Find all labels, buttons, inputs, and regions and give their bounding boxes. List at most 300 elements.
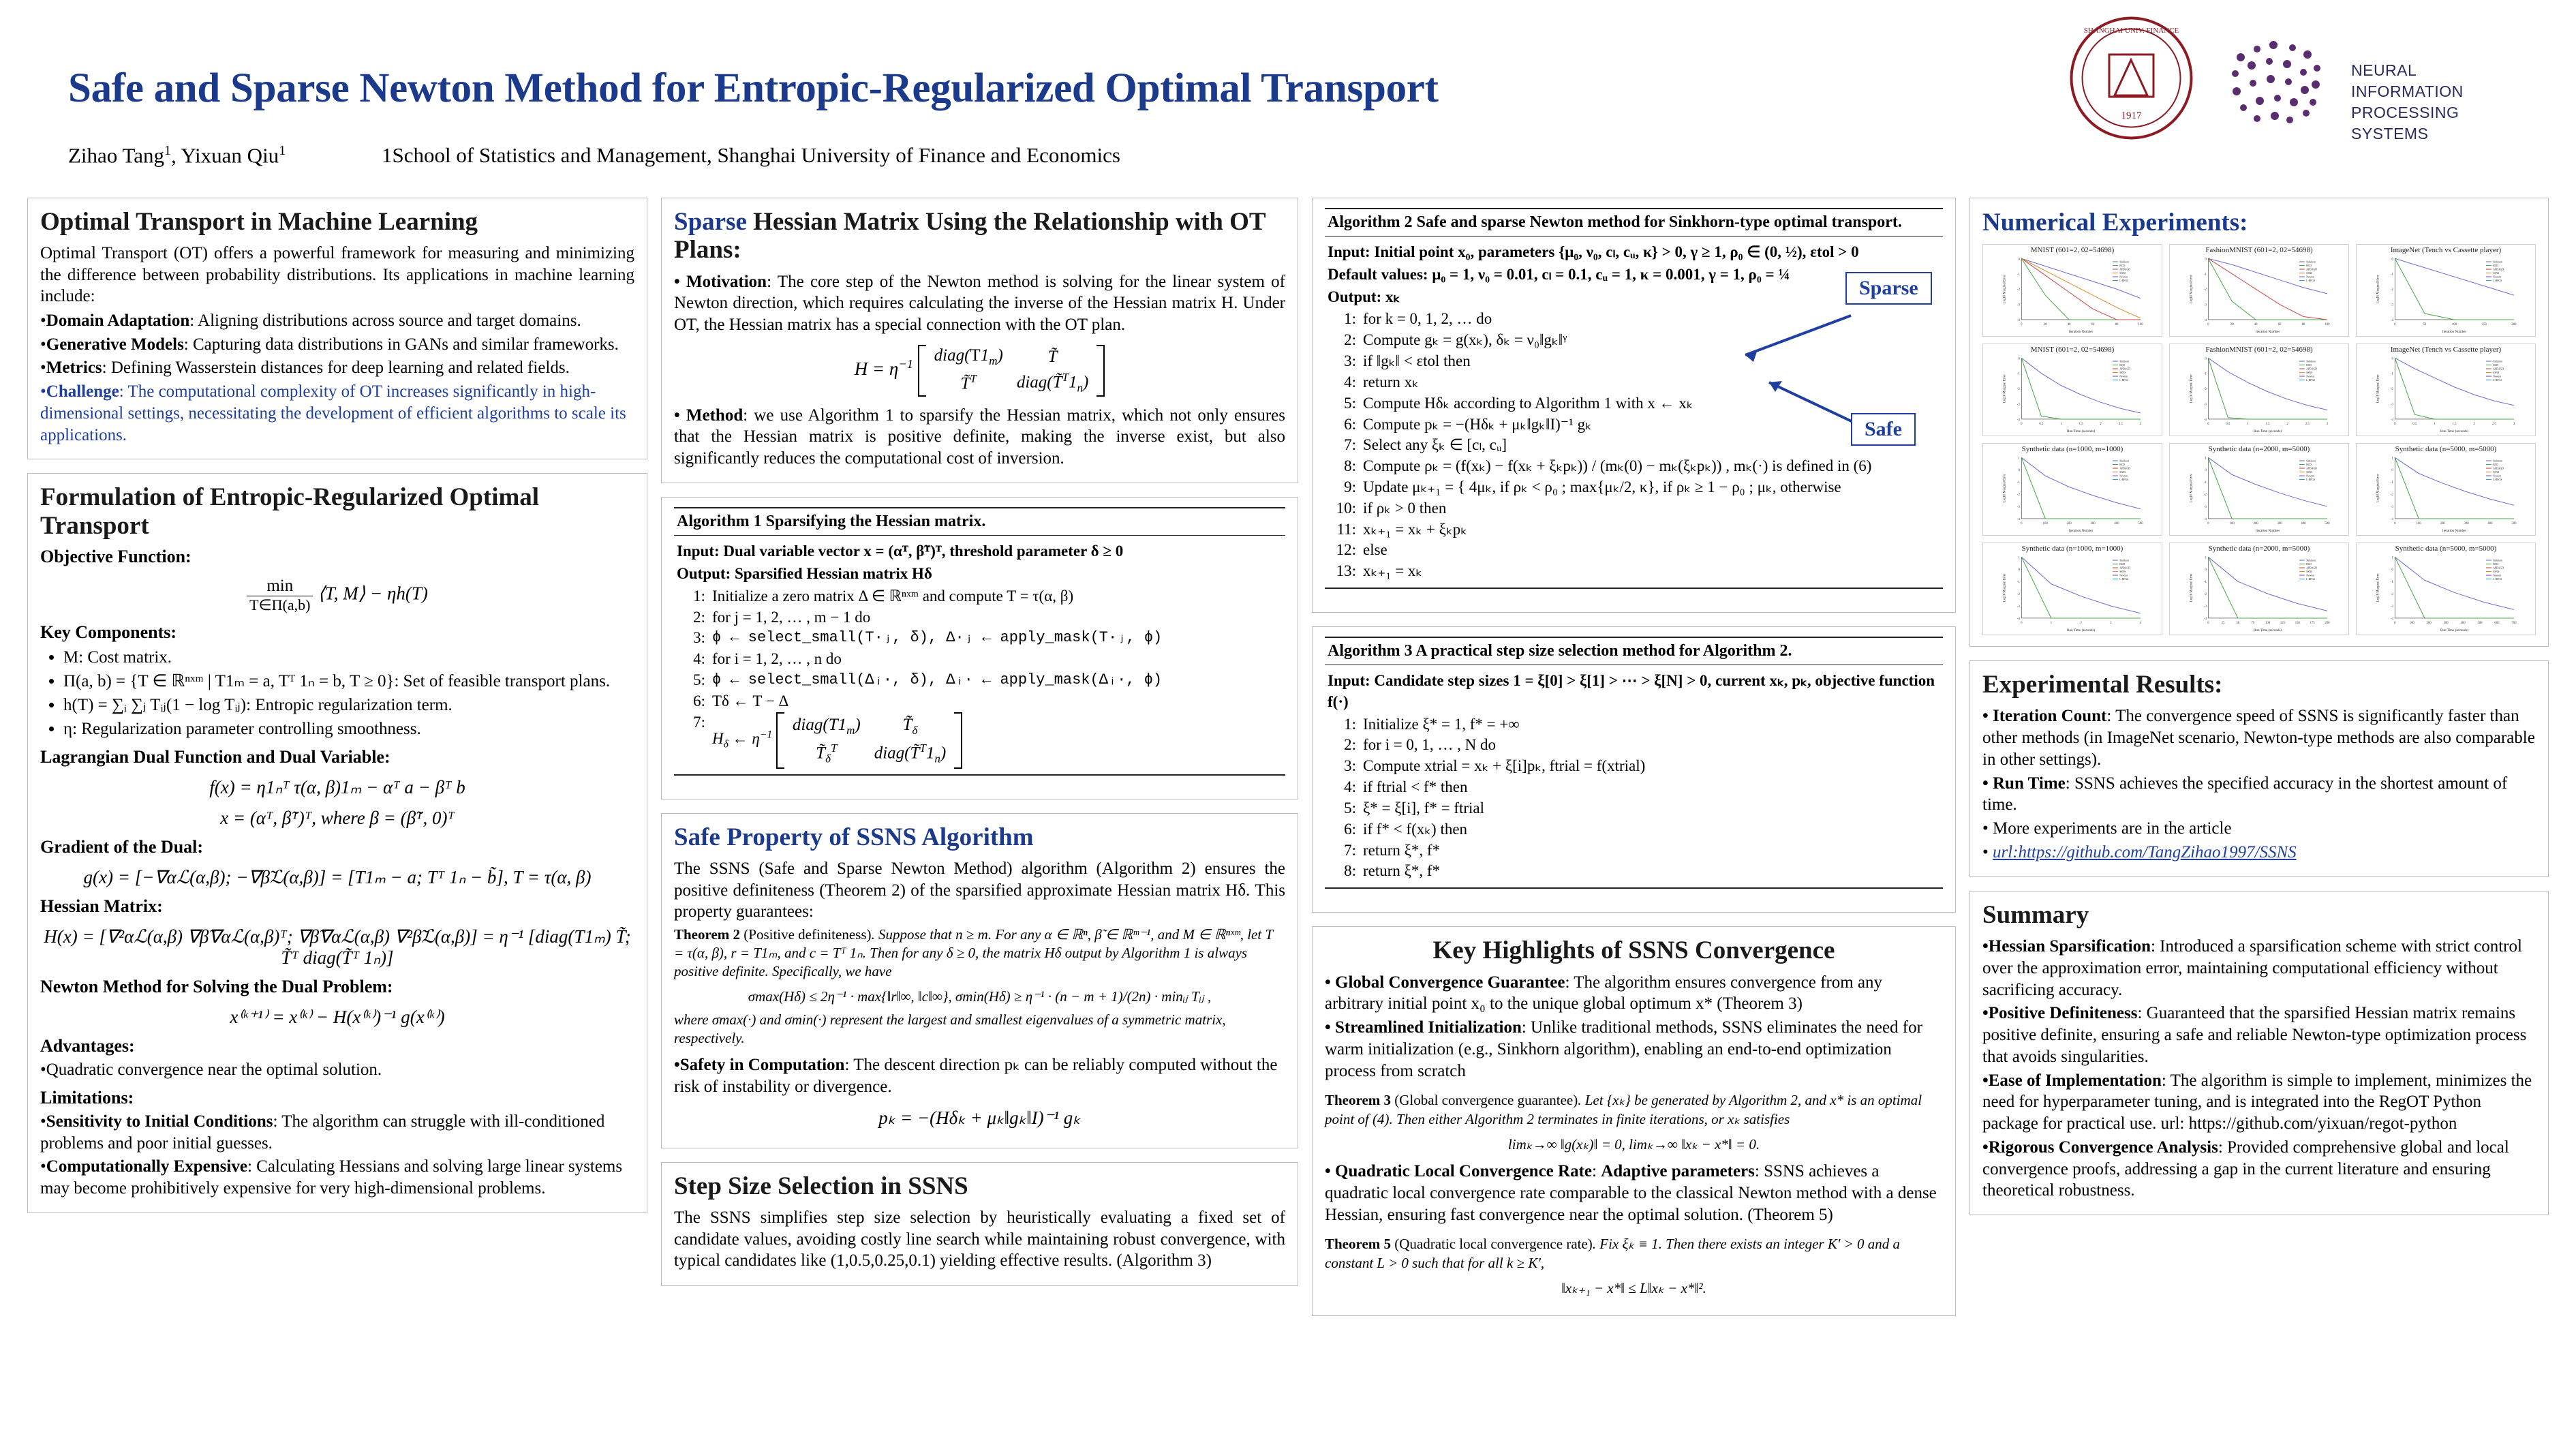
chart-legend-entry — [2486, 261, 2502, 264]
line-text: Compute pₖ = −(Hδₖ + μₖ‖gₖ‖I)⁻¹ gₖ — [1363, 415, 1592, 433]
neurips-logo-text: NEURAL INFORMATION PROCESSING SYSTEMS — [2351, 61, 2464, 143]
svg-text:100: 100 — [2416, 521, 2421, 525]
svg-text:-1: -1 — [2203, 372, 2207, 376]
svg-text:300: 300 — [2443, 621, 2449, 625]
ot-ml-item-1-text: : Capturing data distributions in GANs and similar frameworks. — [183, 335, 619, 354]
svg-text:SSNS: SSNS — [2493, 371, 2500, 375]
chart-legend-entry — [2113, 560, 2129, 562]
section-title-key-highlights: Key Highlights of SSNS Convergence — [1432, 936, 1835, 965]
svg-text:1917: 1917 — [2121, 110, 2142, 121]
chart-legend-entry — [2486, 471, 2499, 474]
svg-text:Run Time (seconds): Run Time (seconds) — [2254, 628, 2282, 632]
svg-text:0: 0 — [2021, 621, 2023, 625]
svg-text:20: 20 — [2230, 322, 2234, 326]
line-number: 4: — [693, 650, 705, 668]
ot-ml-item-0-lead: Domain Adaptation — [46, 311, 190, 330]
highlight-0 — [1325, 972, 1943, 1016]
svg-text:APDAGD: APDAGD — [2306, 268, 2317, 271]
callout-safe: Safe — [1851, 413, 1916, 446]
chart-legend-entry — [2486, 460, 2502, 463]
svg-text:Log10 Marginal Error: Log10 Marginal Error — [2003, 275, 2007, 304]
sparse-hessian-title-rest: Hessian Matrix Using the Relationship with OT Plans: — [674, 208, 1266, 264]
chart-legend-entry — [2299, 560, 2316, 562]
newton-label: Newton Method for Solving the Dual Problem: — [40, 977, 393, 997]
svg-text:APDAGD: APDAGD — [2306, 566, 2317, 570]
chart-legend-entry — [2113, 368, 2130, 371]
quadratic-bold: Adaptive parameters — [1601, 1162, 1755, 1181]
svg-text:Iteration Number: Iteration Number — [2255, 528, 2280, 533]
svg-text:-2: -2 — [2017, 388, 2020, 392]
chart-legend-entry — [2486, 371, 2499, 374]
svg-text:-2: -2 — [2203, 593, 2207, 597]
key-components-list — [40, 647, 634, 740]
line-text: for i = 0, 1, … , N do — [1363, 736, 1497, 754]
svg-text:Sinkhorn: Sinkhorn — [2493, 260, 2503, 264]
svg-text:0: 0 — [2021, 422, 2023, 426]
summary-0 — [1982, 936, 2536, 1001]
dual-equation-1: f(x) = η1ₙᵀ τ(α, β)1ₘ − αᵀ a − βᵀ b — [209, 777, 465, 798]
line-number: 1: — [693, 587, 705, 605]
summary-2-lead: •Ease of Implementation — [1982, 1071, 2162, 1090]
section-algorithm-1 — [661, 497, 1298, 799]
affiliation-marker: 1 — [382, 143, 393, 167]
chart-legend-entry — [2486, 478, 2502, 481]
chart-legend-entry — [2299, 261, 2316, 264]
chart-series — [2395, 557, 2514, 618]
quadratic-lead: • Quadratic Local Convergence Rate — [1325, 1162, 1593, 1181]
line-text: Tδ ← T − Δ — [712, 692, 789, 710]
line-number: 2: — [1344, 736, 1356, 754]
line-text: return ξ*, f* — [1363, 841, 1441, 859]
svg-text:1.5: 1.5 — [2452, 422, 2457, 426]
limitation-0-text: : The algorithm can struggle with ill-conditioned problems and poor initial guesses. — [40, 1112, 605, 1153]
line-text: Initialize ξ* = 1, f* = +∞ — [1363, 715, 1520, 733]
svg-text:-4: -4 — [2017, 318, 2020, 322]
svg-text:APDAGD: APDAGD — [2493, 467, 2504, 470]
svg-text:-3: -3 — [2390, 605, 2393, 609]
chart-title: Synthetic data (n=1000, m=1000) — [2021, 445, 2123, 453]
ot-ml-item-0: •Domain Adaptation: Aligning distributions across source and target domains. — [40, 311, 581, 330]
chart-plot — [2358, 254, 2534, 335]
svg-text:0: 0 — [2205, 357, 2207, 361]
experiment-chart — [2356, 543, 2536, 635]
experiment-chart — [2356, 344, 2536, 436]
chart-legend-entry — [2486, 361, 2502, 363]
theorem-2 — [674, 926, 1285, 1048]
algorithm-3-line — [1328, 819, 1940, 840]
ssns-repo-link[interactable]: url:https://github.com/TangZihao1997/SSNS — [1993, 842, 2297, 861]
svg-text:100: 100 — [2409, 621, 2414, 625]
section-safe-property — [661, 813, 1298, 1148]
svg-text:200: 200 — [2066, 521, 2072, 525]
summary-1-lead: •Positive Definiteness — [1982, 1004, 2138, 1023]
svg-text:Sinkhorn: Sinkhorn — [2119, 559, 2130, 562]
svg-text:BCD: BCD — [2493, 463, 2498, 467]
chart-legend-entry — [2486, 575, 2501, 577]
algorithm-3-line — [1328, 714, 1940, 735]
algorithm-1-line — [677, 607, 1283, 628]
svg-text:L-BFGS: L-BFGS — [2306, 379, 2316, 382]
safe-property-intro: The SSNS (Safe and Sparse Newton Method) algorithm (Algorithm 2) ensures the positive definiteness (Theorem 2) of the sparsified approximate Hessian matrix Hδ. This property guarantees: — [674, 859, 1285, 921]
advantages-label: Advantages: — [40, 1036, 135, 1056]
algorithm-3-block — [1325, 637, 1943, 889]
chart-legend-entry — [2486, 376, 2501, 378]
line-number: 3: — [693, 629, 705, 647]
column-1 — [27, 198, 647, 1227]
sparse-hessian-equation: $H = \eta^{-1}$ $diag(T1_m)$ T̃ T̃$^T$ $diag(T̃^T1_n)$ — [674, 345, 1285, 396]
line-text: xₖ₊₁ = xₖ + ξₖpₖ — [1363, 520, 1468, 538]
objective-min: min — [247, 577, 313, 596]
list-item: • Π(a, b) = {T ∈ ℝⁿˣᵐ | T1ₘ = a, Tᵀ 1ₙ = b, T ≥ 0}: Set of feasible transport plans. — [63, 671, 634, 692]
svg-text:0: 0 — [2207, 521, 2209, 525]
algorithm-1-line — [677, 628, 1283, 649]
svg-text:Iteration Number: Iteration Number — [2255, 329, 2280, 334]
chart-legend-entry — [2113, 371, 2126, 374]
dual-equation-2: x = (αᵀ, β̃ᵀ)ᵀ, where β = (β̃ᵀ, 0)ᵀ — [220, 808, 455, 829]
svg-text:-1: -1 — [2017, 273, 2020, 277]
highlight-1-lead: • Streamlined Initialization — [1325, 1018, 1522, 1037]
chart-plot — [2358, 553, 2534, 633]
chart-legend-entry — [2486, 264, 2498, 267]
hessian-label: Hessian Matrix: — [40, 896, 163, 917]
svg-text:Log10 Marginal Error: Log10 Marginal Error — [2003, 474, 2007, 503]
chart-series — [2395, 258, 2514, 320]
chart-legend-entry — [2299, 376, 2314, 378]
column-2 — [661, 198, 1298, 1300]
line-text: Update μₖ₊₁ = { 4μₖ, if ρₖ < ρ₀ ; max{μₖ/2, κ}, if ρₖ ≥ 1 − ρ₀ ; μₖ, otherwise — [1363, 478, 1841, 495]
svg-text:Run Time (seconds): Run Time (seconds) — [2067, 628, 2096, 632]
chart-legend-entry — [2113, 460, 2129, 463]
svg-text:BCD: BCD — [2306, 563, 2312, 566]
list-item: • h(T) = ∑ᵢ ∑ⱼ Tᵢⱼ(1 − log Tᵢⱼ): Entropic regularization term. — [63, 695, 634, 716]
chart-plot — [2171, 254, 2347, 335]
chart-legend-entry — [2113, 272, 2126, 275]
chart-legend-entry — [2486, 475, 2501, 478]
experiment-chart — [2169, 244, 2349, 337]
svg-text:1: 1 — [2247, 422, 2249, 426]
motivation-text: : The core step of the Newton method is solving for the linear system of Newton direction, which requires calculating the inverse of the Hessian matrix H. Under OT, the Hessian matrix has a special connection with the OT plan. — [674, 272, 1286, 334]
svg-text:Log10 Marginal Error: Log10 Marginal Error — [2376, 474, 2380, 503]
chart-plot — [2358, 453, 2534, 534]
chart-legend-entry — [2299, 379, 2315, 382]
svg-text:4: 4 — [2139, 621, 2142, 625]
svg-text:L-BFGS: L-BFGS — [2493, 279, 2502, 283]
svg-text:Newton: Newton — [2493, 574, 2502, 577]
algorithm-3-input: Input: Candidate step sizes 1 = ξ[0] > ξ[1] > ⋯ > ξ[N] > 0, current xₖ, pₖ, objective function f(·) — [1328, 672, 1935, 710]
svg-text:-1: -1 — [2390, 481, 2393, 485]
objective-equation — [40, 577, 634, 614]
svg-text:Newton: Newton — [2306, 474, 2315, 478]
ot-ml-item-1-lead: Generative Models — [46, 335, 184, 354]
limitation-0: •Sensitivity to Initial Conditions: The algorithm can struggle with ill-conditioned problems and poor initial guesses. — [40, 1112, 605, 1153]
algorithm-3-caption: Algorithm 3 A practical step size selection method for Algorithm 2. — [1325, 638, 1943, 665]
result-1 — [1982, 773, 2536, 817]
svg-text:300: 300 — [2464, 521, 2469, 525]
svg-text:Log10 Marginal Error: Log10 Marginal Error — [2376, 275, 2380, 304]
svg-text:-4: -4 — [2203, 318, 2207, 322]
section-title-ot-in-ml: Optimal Transport in Machine Learning — [40, 208, 478, 236]
svg-text:150: 150 — [2481, 322, 2487, 326]
svg-text:200: 200 — [2253, 521, 2258, 525]
line-number: 1: — [1344, 310, 1356, 328]
svg-text:L-BFGS: L-BFGS — [2306, 279, 2316, 283]
line-number: 5: — [1344, 799, 1356, 817]
chart-legend-entry — [2299, 371, 2312, 374]
experiment-chart — [1982, 543, 2162, 635]
section-title-step-size: Step Size Selection in SSNS — [674, 1172, 968, 1200]
svg-text:APDAGD: APDAGD — [2493, 566, 2504, 570]
chart-legend-entry — [2299, 276, 2314, 279]
chart-legend-entry — [2113, 361, 2129, 363]
chart-plot — [1984, 254, 2160, 335]
experiment-chart — [1982, 344, 2162, 436]
algorithm-2-caption: Algorithm 2 Safe and sparse Newton method for Sinkhorn-type optimal transport. — [1325, 209, 1943, 237]
svg-text:-3: -3 — [2390, 303, 2393, 307]
algorithm-2-input: Input: Initial point x₀, parameters {μ₀, ν₀, cₗ, cᵤ, κ} > 0, γ ≥ 1, ρ₀ ∈ (0, ½), εtol > 0 — [1328, 243, 1859, 260]
svg-text:Newton: Newton — [2493, 275, 2502, 279]
chart-series — [2018, 457, 2141, 519]
svg-text:-4: -4 — [2390, 617, 2393, 621]
svg-text:0: 0 — [2394, 322, 2396, 326]
svg-text:Run Time (seconds): Run Time (seconds) — [2254, 429, 2282, 433]
svg-text:Log10 Marginal Error: Log10 Marginal Error — [2190, 474, 2194, 503]
chart-legend-entry — [2486, 276, 2501, 279]
svg-text:2: 2 — [2100, 422, 2102, 426]
line-text: ξ* = ξ[i], f* = ftrial — [1363, 799, 1485, 817]
chart-title: Synthetic data (n=2000, m=5000) — [2208, 445, 2310, 453]
svg-text:0: 0 — [2391, 568, 2393, 573]
chart-series — [2208, 557, 2327, 618]
svg-text:700: 700 — [2511, 621, 2517, 625]
svg-text:SSNS: SSNS — [2493, 272, 2500, 275]
svg-text:-1: -1 — [2390, 372, 2393, 376]
svg-text:60: 60 — [2278, 322, 2282, 326]
svg-text:Newton: Newton — [2306, 375, 2315, 378]
limitation-1: •Computationally Expensive: Calculating Hessians and solving large linear systems may become prohibitively expensive for very high-dimensional problems. — [40, 1157, 623, 1198]
section-formulation — [27, 473, 647, 1212]
safety-in-computation — [674, 1054, 1285, 1098]
svg-text:1: 1 — [2205, 556, 2207, 560]
svg-text:BCD: BCD — [2119, 563, 2125, 566]
svg-text:500: 500 — [2477, 621, 2483, 625]
svg-text:-3: -3 — [2203, 303, 2207, 307]
line-number: 2: — [1344, 331, 1356, 349]
svg-text:0: 0 — [2391, 469, 2393, 473]
summary-1 — [1982, 1003, 2536, 1067]
svg-text:L-BFGS: L-BFGS — [2493, 478, 2502, 482]
chart-legend-entry — [2299, 460, 2316, 463]
line-number: 7: — [693, 713, 705, 731]
objective-min-sub: T∈Π(a,b) — [249, 596, 311, 614]
svg-text:SSNS: SSNS — [2493, 570, 2500, 574]
svg-text:-1: -1 — [2203, 273, 2207, 277]
experiment-chart — [2356, 443, 2536, 536]
chart-legend-entry — [2113, 570, 2126, 573]
svg-text:-3: -3 — [2390, 403, 2393, 407]
sparse-hessian-title-blue: Sparse — [674, 208, 747, 236]
summary-3 — [1982, 1137, 2536, 1202]
line-number: 5: — [1344, 394, 1356, 412]
svg-text:-3: -3 — [2203, 506, 2207, 510]
list-item: • M: Cost matrix. — [63, 647, 634, 669]
svg-text:-1: -1 — [2390, 581, 2393, 585]
svg-text:125: 125 — [2280, 621, 2285, 625]
svg-text:500: 500 — [2138, 521, 2143, 525]
theorem-5 — [1325, 1235, 1943, 1298]
line-number: 11: — [1336, 520, 1356, 538]
line-number: 12: — [1336, 541, 1356, 559]
line-number: 5: — [693, 671, 705, 689]
svg-text:BCD: BCD — [2493, 364, 2498, 367]
summary-2-text: : The algorithm is simple to implement, minimizes the need for hyperparameter tuning, and is integrated into the RegOT Python package for practical use. url: https://github.com/yixuan/regot-python — [1982, 1071, 2532, 1133]
svg-text:0: 0 — [2021, 521, 2023, 525]
svg-text:BCD: BCD — [2119, 264, 2125, 268]
svg-text:200: 200 — [2426, 621, 2432, 625]
newton-equation: x⁽ᵏ⁺¹⁾ = x⁽ᵏ⁾ − H(x⁽ᵏ⁾)⁻¹ g(x⁽ᵏ⁾) — [230, 1007, 445, 1028]
svg-text:40: 40 — [2254, 322, 2258, 326]
line-text: if ‖gₖ‖ < εtol then — [1363, 352, 1471, 370]
svg-text:-4: -4 — [2203, 617, 2207, 621]
algorithm-3-line — [1328, 840, 1940, 861]
algorithm-2-output: Output: xₖ — [1328, 288, 1400, 305]
svg-text:APDAGD: APDAGD — [2119, 566, 2130, 570]
svg-text:60: 60 — [2091, 322, 2095, 326]
gradient-equation: g(x) = [−∇αℒ(α,β); −∇β̃ℒ(α,β)] = [T1ₘ − a; Tᵀ 1ₙ − b̃], T = τ(α, β) — [83, 867, 592, 888]
svg-text:400: 400 — [2114, 521, 2119, 525]
section-summary — [1969, 891, 2549, 1215]
chart-legend-entry — [2486, 272, 2499, 275]
svg-text:APDAGD: APDAGD — [2306, 367, 2317, 371]
svg-text:100: 100 — [2229, 521, 2235, 525]
chart-legend-entry — [2113, 279, 2128, 282]
chart-legend-entry — [2299, 471, 2312, 474]
svg-text:0: 0 — [2207, 322, 2209, 326]
svg-text:-3: -3 — [2203, 605, 2207, 609]
line-text: for j = 1, 2, … , m − 1 do — [712, 608, 871, 626]
chart-legend-entry — [2486, 570, 2499, 573]
algorithm-2-line — [1328, 498, 1940, 519]
svg-text:Newton: Newton — [2306, 574, 2315, 577]
svg-text:Sinkhorn: Sinkhorn — [2306, 360, 2316, 363]
line-number: 4: — [1344, 778, 1356, 796]
chart-series — [2395, 457, 2514, 519]
svg-text:-2: -2 — [2017, 593, 2020, 597]
svg-text:600: 600 — [2494, 621, 2500, 625]
svg-text:L-BFGS: L-BFGS — [2119, 379, 2129, 382]
column-4 — [1969, 198, 2549, 1229]
algorithm-2-line — [1328, 519, 1940, 540]
theorem-2-equation: σmax(Hδ) ≤ 2η⁻¹ · max{‖r‖∞, ‖c‖∞}, σmin(Hδ) ≥ η⁻¹ · (n − m + 1)/(2n) · minᵢⱼ Tᵢⱼ , — [748, 988, 1212, 1005]
chart-legend-entry — [2113, 376, 2128, 378]
objective-label: Objective Function: — [40, 547, 191, 567]
svg-text:400: 400 — [2301, 521, 2306, 525]
svg-text:0: 0 — [2391, 357, 2393, 361]
chart-plot — [2171, 453, 2347, 534]
algorithm-1-line — [677, 670, 1283, 691]
chart-legend-entry — [2299, 463, 2312, 466]
chart-title: MNIST (601=2, 02=54698) — [2030, 346, 2115, 354]
chart-legend-entry — [2299, 368, 2317, 371]
svg-text:APDAGD: APDAGD — [2119, 467, 2130, 470]
ot-ml-item-0-text: : Aligning distributions across source and target domains. — [189, 311, 581, 330]
svg-text:SSNS: SSNS — [2119, 471, 2126, 474]
experiment-chart — [2169, 443, 2349, 536]
gradient-label: Gradient of the Dual: — [40, 837, 204, 857]
algorithm-2-line — [1328, 540, 1940, 561]
line-text: ϕ ← select_small(T·ⱼ, δ), Δ·ⱼ ← apply_mask(T·ⱼ, ϕ) — [712, 629, 1163, 647]
svg-text:-3: -3 — [2017, 303, 2020, 307]
svg-text:Sinkhorn: Sinkhorn — [2493, 459, 2503, 463]
algorithm-1-caption: Algorithm 1 Sparsifying the Hessian matrix. — [674, 508, 1285, 536]
summary-0-text: : Introduced a sparsification scheme with strict control over the approximation error, maintaining computational efficiency without sacrificing accuracy. — [1982, 937, 2522, 999]
svg-text:Sinkhorn: Sinkhorn — [2119, 360, 2130, 363]
svg-text:-2: -2 — [2203, 493, 2207, 498]
svg-text:80: 80 — [2301, 322, 2305, 326]
svg-text:75: 75 — [2251, 621, 2255, 625]
svg-text:Sinkhorn: Sinkhorn — [2493, 360, 2503, 363]
svg-text:Log10 Marginal Error: Log10 Marginal Error — [2003, 374, 2007, 403]
advantages-text: •Quadratic convergence near the optimal solution. — [40, 1061, 382, 1080]
author-2: , Yixuan Qiu — [171, 143, 279, 168]
chart-legend-entry — [2299, 364, 2312, 367]
svg-text:3: 3 — [2139, 422, 2142, 426]
limitation-1-text: : Calculating Hessians and solving large linear systems may become prohibitively expensive for very high-dimensional problems. — [40, 1157, 623, 1198]
svg-text:200: 200 — [2440, 521, 2445, 525]
svg-text:-4: -4 — [2017, 617, 2020, 621]
ot-ml-challenge-text: : The computational complexity of OT increases significantly in high-dimensional settings, necessitating the development of efficient algorithms to scale its applications. — [40, 382, 626, 444]
line-text: for i = 1, 2, … , n do — [712, 650, 842, 668]
svg-text:1: 1 — [2391, 457, 2393, 461]
descent-direction-equation: pₖ = −(Hδₖ + μₖ‖gₖ‖I)⁻¹ gₖ — [878, 1107, 1081, 1128]
svg-text:-1: -1 — [2390, 273, 2393, 277]
svg-text:3: 3 — [2513, 422, 2515, 426]
svg-text:APDAGD: APDAGD — [2493, 268, 2504, 271]
svg-text:L-BFGS: L-BFGS — [2119, 279, 2129, 283]
svg-text:0.5: 0.5 — [2039, 422, 2044, 426]
svg-text:Iteration Number: Iteration Number — [2442, 329, 2467, 334]
key-components-label: Key Components: — [40, 622, 177, 643]
section-step-size — [661, 1162, 1298, 1286]
ot-ml-challenge: •Challenge: The computational complexity of OT increases significantly in high-dimensional settings, necessitating the development of efficient algorithms to scale its applications. — [40, 382, 626, 444]
theorem-3-text: . Let {xₖ} be generated by Algorithm 2, and x* is an optimal point of (4). Then either Algorithm 2 terminates in finite iterations, or xₖ satisfies — [1325, 1092, 1922, 1127]
svg-text:1: 1 — [2391, 556, 2393, 560]
experiment-chart — [1982, 443, 2162, 536]
algorithm-1-line — [677, 649, 1283, 670]
svg-text:-2: -2 — [2203, 388, 2207, 392]
theorem-3-kind: (Global convergence guarantee) — [1394, 1092, 1578, 1109]
svg-text:-3: -3 — [2203, 403, 2207, 407]
line-text-matrix: $H_\delta$ ← $\eta^{-1}$ $diag(T1_m)$ $T̃_\delta$ $T̃_\delta^T$ $diag(T̃^T1_n)$ — [712, 712, 1283, 769]
chart-legend-entry — [2113, 475, 2128, 478]
svg-text:SSNS: SSNS — [2306, 272, 2313, 275]
svg-text:0: 0 — [2205, 469, 2207, 473]
section-title-experimental-results: Experimental Results: — [1982, 671, 2223, 699]
svg-text:Sinkhorn: Sinkhorn — [2119, 459, 2130, 463]
svg-text:Newton: Newton — [2493, 375, 2502, 378]
line-number: 9: — [1344, 478, 1356, 495]
algorithm-1-output: Output: Sparsified Hessian matrix Hδ — [677, 565, 932, 583]
svg-text:BCD: BCD — [2306, 463, 2312, 467]
method-lead: • Method — [674, 406, 743, 425]
line-text: return xₖ — [1363, 373, 1419, 391]
chart-legend-entry — [2299, 570, 2312, 573]
svg-text:-1: -1 — [2017, 372, 2020, 376]
svg-text:0: 0 — [2207, 422, 2209, 426]
svg-text:SHANGHAI UNIV. FINANCE: SHANGHAI UNIV. FINANCE — [2083, 27, 2179, 35]
chart-plot — [1984, 453, 2160, 534]
ot-ml-item-2-text: : Defining Wasserstein distances for deep learning and related fields. — [102, 359, 570, 378]
svg-text:40: 40 — [2067, 322, 2071, 326]
